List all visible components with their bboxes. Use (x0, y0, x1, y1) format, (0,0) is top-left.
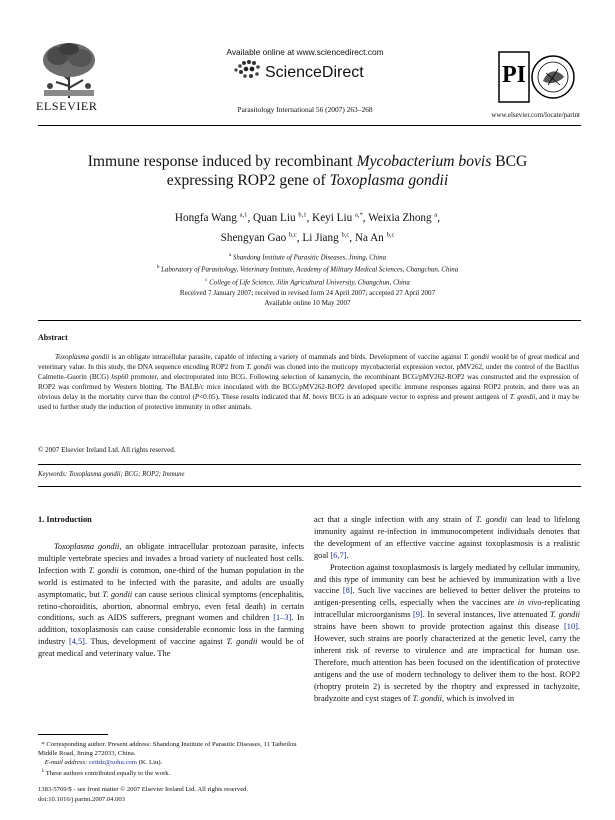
section-heading-introduction: 1. Introduction (38, 515, 92, 524)
article-title (60, 152, 555, 190)
title-text: expressing ROP2 gene of (166, 172, 330, 189)
abstract-body: Toxoplasma gondii is an obligate intracellular parasite, capable of infecting a variety of mammals and birds. Development of vaccine against T. gondii would be of great medical and veterinary value. In this study, the DNA sequence encoding ROP2 from T. gondii was cloned into the muticopy mycobacterial expression vector, pMV262, under the control of the Bacillus Calmette–Guerin (BCG) hsp60 promoter, and electroporated into BCG. Following selection of kanamycin, the recombinant BCG/pMV262-ROP2 was constructed and the expression of ROP2 was confirmed by Western blotting. The BALB/c mice inoculated with the BCG/pMV262-ROP2 developed specific immune responses against ROP2 protein, and there was an obvious delay in the mortality curve than the control (P<0.05). These results indicated that M. bovis BCG is an adequate vector to express and present antigens of T. gondii, and it may be used to further study the induction of protective immunity in other animals. (38, 353, 580, 411)
keywords-divider (38, 464, 581, 465)
author-list (60, 206, 555, 247)
abstract-divider (38, 320, 581, 321)
header-divider (38, 125, 581, 126)
affiliations (60, 251, 555, 288)
article-history (60, 288, 555, 308)
sciencedirect-dots-icon (232, 59, 262, 81)
author: Li Jiang $^{b,c}$, (302, 231, 355, 245)
issn-line: 1383-5769/$ - see front matter © 2007 Elsevier Ireland Ltd. All rights reserved. (38, 786, 249, 793)
parasitology-international-logo-icon (498, 51, 576, 103)
title-text: BCG (491, 153, 528, 170)
citation-link[interactable]: [9] (412, 610, 423, 620)
issn-doi (38, 785, 304, 804)
available-date: Available online 10 May 2007 (264, 299, 351, 307)
email-note: E-mail address: ceitdz@sohu.com (K. Liu). (44, 759, 163, 766)
citation-link[interactable]: [8] (342, 586, 353, 596)
citation-link[interactable]: [6,7] (330, 550, 347, 560)
author: Weixia Zhong $^a$, (368, 211, 441, 224)
body-column-right: act that a single infection with any strain of T. gondii can lead to lifelong immunity against re-infection in immunocompetent individuals denotes that the development of an effective vaccine against toxoplasmosis is a realistic goal [6,7]. Protection against toxoplasmosis is largely mediated by cellular immunity, and this type of immunity can best be achieved by immunization with a live vaccine [8]. Such live vaccines are believed to better deliver the proteins to antigen-presenting cells, especially when the vaccines are in vivo-replicating intracellular microorganisms [9]. In several instances, live attenuated T. gondii strains have been shown to provide protection against this disease [10]. However, such strains are poorly characterized at the genetic level, carry the inherent risk of reverse to virulence and are impractical for human use. Therefore, much attention has been focused on the identification of protective antigens and the use of modern technology to deliver them to the host. ROP2 (rhoptry protein 2) is secreted by the rhoptry and expressed in tachyzoite, bradyzoite and cyst stages of T. gondii, which is involved in (314, 515, 580, 703)
pi-letters: PI (502, 62, 526, 88)
citation-link[interactable]: [10] (564, 622, 578, 632)
affiliation: $^c$ College of Life Science, Jilin Agricultural University, Changchun, China (205, 277, 410, 286)
title-text: Immune response induced by recombinant (87, 153, 357, 170)
citation-link[interactable]: [4,5] (68, 637, 85, 647)
author: Quan Liu $^{b,1}$, (253, 211, 313, 224)
abstract-copyright: © 2007 Elsevier Ireland Ltd. All rights reserved. (38, 446, 176, 454)
email-link[interactable]: ceitdz@sohu.com (89, 759, 137, 766)
affiliation: $^a$ Shandong Institute of Parasitic Diseases, Jining, China (228, 253, 387, 262)
affiliation: $^b$ Laboratory of Parasitology, Veterinary Institute, Academy of Military Medical Sciences, Changchun, China (156, 265, 459, 274)
corresponding-author-note: * Corresponding author. Present address: Shandong Institute of Parasitic Diseases, 11 Taibeilou Middle Road, Jining 272033, China. (38, 741, 297, 757)
publisher-name: ELSEVIER (36, 99, 98, 113)
sciencedirect-logo-text: ScienceDirect (265, 64, 364, 81)
available-online-text: Available online at www.sciencedirect.com (226, 47, 384, 57)
author: Hongfa Wang $^{a,1}$, (174, 211, 254, 224)
author: Shengyan Gao $^{b,c}$, (220, 231, 303, 245)
journal-reference: Parasitology International 56 (2007) 263–268 (237, 105, 373, 114)
author: Na An $^{b,c}$ (354, 231, 395, 245)
title-species: Mycobacterium bovis (356, 153, 492, 170)
elsevier-tree-logo-icon (38, 40, 100, 100)
received-dates: Received 7 January 2007; received in revised form 24 April 2007; accepted 27 April 2007 (179, 289, 436, 297)
title-species: Toxoplasma gondii (329, 172, 449, 189)
doi-link[interactable]: doi:10.1016/j.parint.2007.04.003 (38, 795, 125, 803)
footnotes (38, 740, 304, 778)
footnote-divider (38, 734, 108, 735)
keywords-divider (38, 486, 581, 487)
citation-link[interactable]: [1–3] (273, 613, 292, 623)
equal-contribution-note: $^1$ These authors contributed equally to the work. (41, 768, 171, 778)
journal-url[interactable]: www.elsevier.com/locate/parint (491, 111, 580, 119)
author: Keyi Liu $^{a,*}$, (312, 211, 369, 224)
keywords: Keywords: Toxoplasma gondii; BCG; ROP2; Immune (38, 471, 185, 478)
abstract-heading: Abstract (38, 333, 68, 342)
body-column-left: Toxoplasma gondii, an obligate intracellular protozoan parasite, infects multiple vertebrate species and invades a broad variety of nucleated host cells. Infection with T. gondii is common, one-third of the human population in the world is estimated to be infected with the parasite, and adults are usually asymptomatic, but T. gondii can cause serious clinical symptoms (encephalitis, retino-choroiditis, abortion, abnormal embryo, even fetal death) in certain conditions, such as AIDS sufferers, pregnant women and children [1–3]. In addition, toxoplasmosis can cause considerable economic loss in the farming industry [4,5]. Thus, development of vaccine against T. gondii would be of great medical and veterinary value. The (38, 542, 305, 659)
